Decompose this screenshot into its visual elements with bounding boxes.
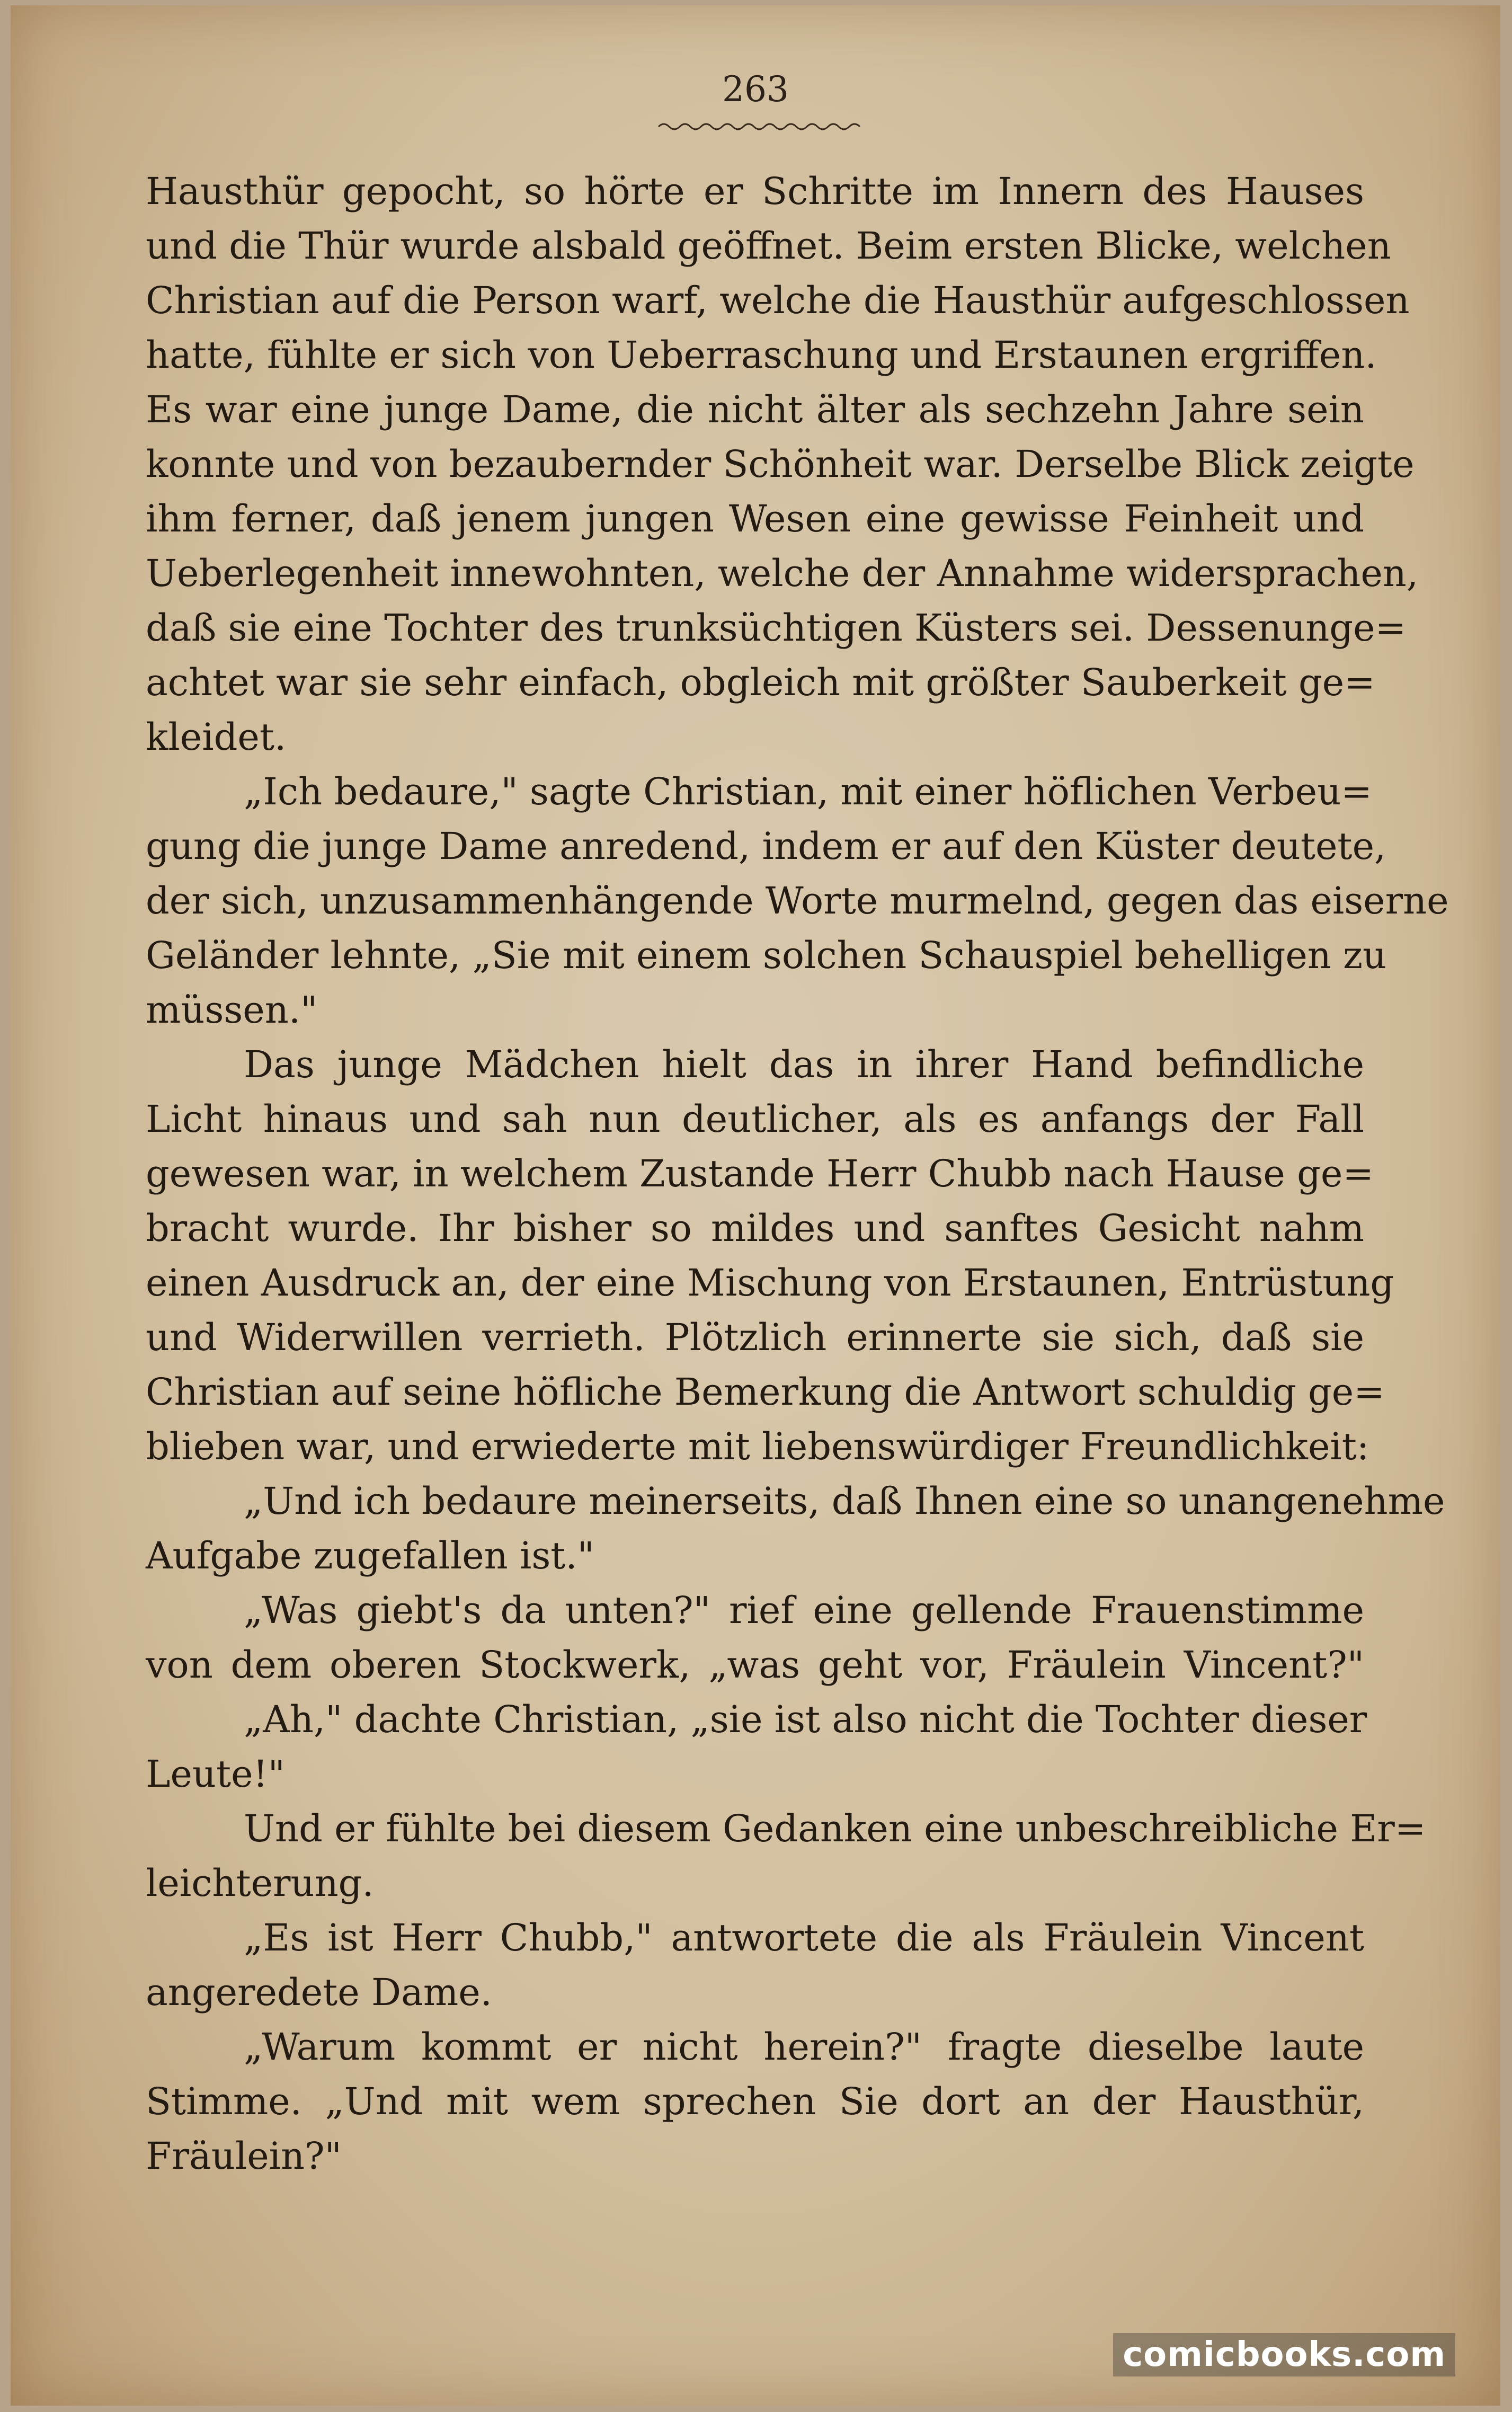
text-line: Geländer lehnte, „Sie mit einem solchen Schauspiel behelligen zu — [146, 934, 1387, 977]
book-page — [11, 5, 1500, 2406]
text-line: hatte, fühlte er sich von Ueberraschung und Erstaunen ergriffen. — [146, 333, 1377, 377]
text-line: leichterung. — [146, 1861, 374, 1905]
text-line: Ueberlegenheit innewohnten, welche der Annahme widersprachen, — [146, 552, 1419, 595]
page-number: 263 — [722, 69, 789, 110]
watermark: comicbooks.com — [1113, 2333, 1455, 2376]
text-line: kleidet. — [146, 715, 287, 759]
text-line: blieben war, und erwiederte mit liebenswürdiger Freundlichkeit: — [146, 1425, 1369, 1468]
text-line: Christian auf seine höfliche Bemerkung die Antwort schuldig ge= — [146, 1370, 1385, 1414]
text-line: daß sie eine Tochter des trunksüchtigen Küsters sei. Dessenunge= — [146, 606, 1407, 650]
text-line: Stimme. „Und mit wem sprechen Sie dort an der Hausthür, — [146, 2080, 1364, 2123]
text-line: Licht hinaus und sah nun deutlicher, als es anfangs der Fall — [146, 1097, 1364, 1141]
text-line: Und er fühlte bei diesem Gedanken eine unbeschreibliche Er= — [244, 1807, 1426, 1850]
text-line: Christian auf die Person warf, welche die Hausthür aufgeschlossen — [146, 279, 1410, 322]
text-line: müssen." — [146, 988, 318, 1032]
text-line: ihm ferner, daß jenem jungen Wesen eine gewisse Feinheit und — [146, 497, 1364, 540]
text-line: Fräulein?" — [146, 2134, 342, 2178]
body-text — [146, 164, 1449, 2184]
text-line: „Ich bedaure," sagte Christian, mit einer höflichen Verbeu= — [244, 770, 1372, 813]
text-line: bracht wurde. Ihr bisher so mildes und sanftes Gesicht nahm — [146, 1207, 1364, 1250]
text-line: und Widerwillen verrieth. Plötzlich erinnerte sie sich, daß sie — [146, 1316, 1364, 1359]
text-line: Hausthür gepocht, so hörte er Schritte im Innern des Hauses — [146, 170, 1364, 213]
text-line: achtet war sie sehr einfach, obgleich mit größter Sauberkeit ge= — [146, 661, 1375, 704]
text-line: gung die junge Dame anredend, indem er auf den Küster deutete, — [146, 824, 1386, 868]
text-line: der sich, unzusammenhängende Worte murmelnd, gegen das eiserne — [146, 879, 1449, 923]
text-line: „Warum kommt er nicht herein?" fragte dieselbe laute — [244, 2025, 1364, 2069]
text-line: und die Thür wurde alsbald geöffnet. Beim ersten Blicke, welchen — [146, 224, 1391, 268]
decorative-ornament — [656, 119, 868, 135]
text-line: „Was giebt's da unten?" rief eine gellende Frauenstimme — [244, 1589, 1364, 1632]
text-line: „Es ist Herr Chubb," antwortete die als Fräulein Vincent — [244, 1916, 1364, 1959]
text-line: Leute!" — [146, 1752, 285, 1796]
text-line: konnte und von bezaubernder Schönheit war. Derselbe Blick zeigte — [146, 442, 1415, 486]
text-line: angeredete Dame. — [146, 1971, 492, 2014]
text-line: Es war eine junge Dame, die nicht älter als sechzehn Jahre sein — [146, 388, 1364, 431]
text-line: gewesen war, in welchem Zustande Herr Chubb nach Hause ge= — [146, 1152, 1374, 1195]
text-line: „Und ich bedaure meinerseits, daß Ihnen eine so unangenehme — [244, 1479, 1445, 1523]
text-line: Das junge Mädchen hielt das in ihrer Hand befindliche — [244, 1043, 1364, 1086]
text-line: von dem oberen Stockwerk, „was geht vor, Fräulein Vincent?" — [146, 1643, 1364, 1687]
text-line: Aufgabe zugefallen ist." — [146, 1534, 594, 1577]
text-line: einen Ausdruck an, der eine Mischung von Erstaunen, Entrüstung — [146, 1261, 1394, 1305]
text-line: „Ah," dachte Christian, „sie ist also nicht die Tochter dieser — [244, 1698, 1367, 1741]
